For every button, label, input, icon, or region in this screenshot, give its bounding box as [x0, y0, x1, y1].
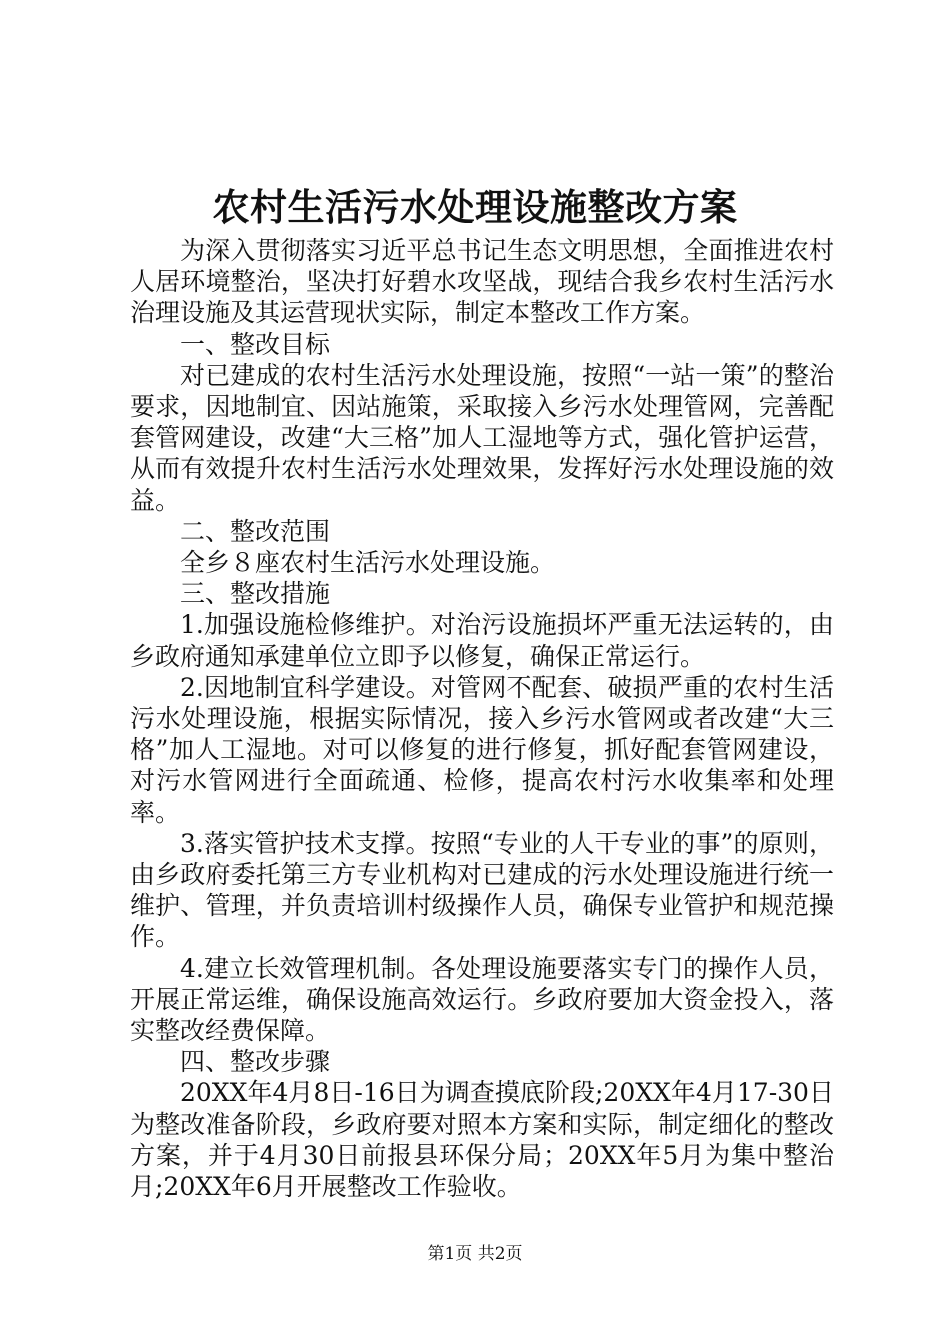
document-body [130, 235, 834, 1202]
intro-paragraph: 为深入贯彻落实习近平总书记生态文明思想，全面推进农村人居环境整治，坚决打好碧水攻坚战，现结合我乡农村生活污水治理设施及其运营现状实际，制定本整改工作方案。 [130, 236, 834, 328]
section-heading-goals: 一、整改目标 [180, 329, 331, 359]
steps-paragraph: 20XX年4月8日-16日为调查摸底阶段;20XX年4月17-30日为整改准备阶段，乡政府要对照本方案和实际，制定细化的整改方案，并于4月30日前报县环保分局；20XX年5月为集中整治月;20XX年6月开展整改工作验收。 [130, 1078, 834, 1202]
scope-paragraph: 全乡８座农村生活污水处理设施。 [180, 548, 556, 578]
measure-item-2: 2.因地制宜科学建设。对管网不配套、破损严重的农村生活污水处理设施，根据实际情况，接入乡污水管网或者改建“大三格”加人工湿地。对可以修复的进行修复，抓好配套管网建设，对污水管网进行全面疏通、检修，提高农村污水收集率和处理率。 [130, 672, 834, 827]
section-heading-scope: 二、整改范围 [180, 516, 331, 546]
measure-item-1: 1.加强设施检修维护。对治污设施损坏严重无法运转的，由乡政府通知承建单位立即予以修复，确保正常运行。 [130, 610, 834, 671]
document-title: 农村生活污水处理设施整改方案 [212, 185, 738, 229]
section-heading-steps: 四、整改步骤 [180, 1047, 331, 1077]
measure-item-3: 3.落实管护技术支撑。按照“专业的人干专业的事”的原则，由乡政府委托第三方专业机构对已建成的污水处理设施进行统一维护、管理，并负责培训村级操作人员，确保专业管护和规范操作。 [130, 828, 834, 952]
section-heading-measures: 三、整改措施 [180, 579, 331, 609]
page-footer: 第1页 共2页 [427, 1244, 523, 1264]
measure-item-4: 4.建立长效管理机制。各处理设施要落实专门的操作人员，开展正常运维，确保设施高效运行。乡政府要加大资金投入，落实整改经费保障。 [130, 953, 834, 1046]
goals-paragraph: 对已建成的农村生活污水处理设施，按照“一站一策”的整治要求，因地制宜、因站施策，采取接入乡污水处理管网，完善配套管网建设，改建“大三格”加人工湿地等方式，强化管护运营，从而有效提升农村生活污水处理效果，发挥好污水处理设施的效益。 [130, 360, 834, 515]
